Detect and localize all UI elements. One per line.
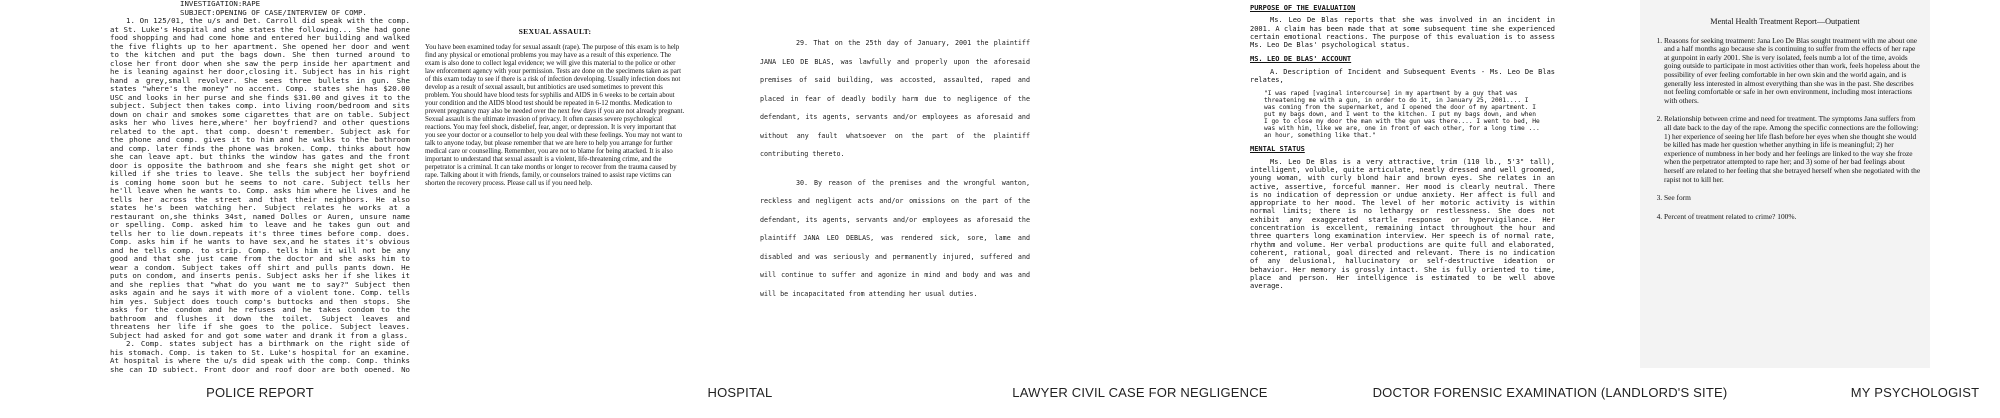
caption-forensic: DOCTOR FORENSIC EXAMINATION (LANDLORD'S SITE) xyxy=(1372,385,1728,400)
caption-lawyer: LAWYER CIVIL CASE FOR NEGLIGENCE xyxy=(1012,385,1268,400)
caption-police-report: POLICE REPORT xyxy=(206,385,314,400)
psych-list xyxy=(1648,37,1922,222)
psych-item-3: 3. See form xyxy=(1664,194,1922,203)
report-header-subject: SUBJECT:OPENING OF CASE/INTERVIEW OF COMP. xyxy=(180,7,367,17)
section-heading-account: MS. LEO DE BLAS' ACCOUNT xyxy=(1250,55,1352,64)
section-heading-mental-status: MENTAL STATUS xyxy=(1250,145,1305,154)
hospital-document xyxy=(425,0,685,372)
purpose-paragraph: Ms. Leo De Blas reports that she was involved in an incident in 2001. A claim has been made that at some subsequent time she experienced certain emotional reactions. The purpose of this evaluation is to assess Ms. Leo De Blas' psychological status. xyxy=(1250,16,1555,50)
lawyer-paragraph-29: 29. That on the 25th day of January, 2001 the plaintiff JANA LEO DE BLAS, was lawfully and properly upon the aforesaid premises of said building, was accosted, assaulted, raped and placed in fear of deadly bodily harm due to negligence of the defendant, its agents, servants and/or employees as aforesaid and without any fault whatsoever on the part of the plaintiff contributing thereto. xyxy=(760,39,1030,158)
report-item-1: 1. On 125/01, the u/s and Det. Carroll did speak with the comp. at St. Luke's Hospital and she states the following... She had gone food shopping and had come home and entered her building and walked the five flights up to her apartment. She opened her door and went to the kitchen and put the bags down. She then turned around to close her front door when she saw the perp inside her apartment and he is leaning against her door,closing it. Subject has in his right hand a grey,small revolver. She sees three bullets in gun. She states "where's the money" no accent. Comp. states she has $20.00 USC and looks in her purse and she finds $31.00 and gives it to the subject. Subject then takes comp. into living room/bedroom and sits down on chair and smokes some cigarettes that are on table. Subject asks her who lives here,where' her boyfriend? and other questions related to the apt. that comp. doesn't remember. Subject ask for the phone and comp. gives it to him and he walks to the bathroom and comp. later finds the phone was broken. Comp. thinks about how she can leave apt. but thinks the window has gates and the front door is opposite the bathroom and she fears she might get shot or killed if she tries to leave. She tells the subject her boyfriend is coming home soon but he seems to not care. Subject tells her he'll leave when he wants to. Comp. asks him where he lives and he tells her across the street and that their neighbors. He also states he's been watching her. Subject relates he works at a restaurant on,she thinks 34st, named Dolles or Auren, unsure name or spelling. Comp. asked him to leave and he takes gun out and tells her to lie down.repeats it's three times before comp. does. Comp. asks him if he wants to have sex,and he states it's obvious and he tells comp. to strip. Comp. tells him it will not be any good and that she just came from the doctor and she asks him to wear a condom. Subject takes off shirt and pulls pants down. He puts on condom, and inserts penis. Subject asks her if she likes it and she replies that "what do you want me to say?" Subject then asks again and he says it with more of a violent tone. Comp. tells him yes. Subject does touch comp's buttocks and then stops. She asks for the condom and he refuses and he takes condom to the bathroom and flushes it down the toilet. Subject leaves and threatens her life if she goes to the police. Subject leaves. Subject had asked for and got some water and drank it from a glass. xyxy=(110,16,410,340)
psychologist-document xyxy=(1640,0,1930,368)
lawyer-document xyxy=(760,0,1030,406)
psych-item-1: 1. Reasons for seeking treatment: Jana Leo De Blas sought treatment with me about one and a half months ago because she is continuing to suffer from the effects of her rape at gunpoint in early 2001. She is very isolated, feels numb a lot of the time, avoids going outside to participate in most activities other than work, feels hopeless about the possibility of ever feeling comfortable in her own skin and the world again, and is generally less interested in almost everything than she was in the past. She describes not feeling comfortable or safe in her own environment, including most interactions with others. xyxy=(1664,37,1922,106)
section-heading-purpose: PURPOSE OF THE EVALUATION xyxy=(1250,4,1356,12)
psych-item-2: 2. Relationship between crime and need for treatment. The symptoms Jana suffers from all date back to the day of the rape. Among the specific connections are the following: 1) her experience of seeing her life flash before her eyes when she thought she would be killed has made her question whether anything in life is meaningful; 2) her experience of numbness in her body and her feelings are linked to the way she froze when the perpetrator attempted to rape her; and 3) some of her bad feelings about herself are related to her feeling that she betrayed herself when she negotiated with the rapist not to kill her. xyxy=(1664,115,1922,184)
account-quote: "I was raped [vaginal intercourse] in my apartment by a guy that was threatening me with a gun, in order to do it, in January 25, 2001.... I was coming from the supermarket, and I opened the door of my apartment. I put my bags down, and I went to the kitchen. I put my bags down, and when I go to close my door the man with the gun was there.... I went to bed, He was with him, like we are, one in front of each other, for a long time ... an hour, something like that." xyxy=(1264,90,1540,140)
caption-hospital: HOSPITAL xyxy=(707,385,773,400)
account-subheading: A. Description of Incident and Subsequent Events - Ms. Leo De Blas relates, xyxy=(1250,67,1555,85)
caption-psychologist: MY PSYCHOLOGIST xyxy=(1850,385,1980,400)
police-report-document xyxy=(110,0,410,372)
mental-status-paragraph: Ms. Leo De Blas is a very attractive, trim (110 lb., 5'3" tall), intelligent, voluble, quite articulate, neatly dressed and well groomed, young woman, with curly blond hair and brown eyes. She relates in an active, assertive, forceful manner. Her mood is clearly neutral. There is no indication of depression or undue anxiety. Her affect is full and appropriate to her mood. The level of her motoric activity is within normal limits; there is no lethargy or restlessness. She does not exhibit any exaggerated startle response or hypervigilance. Her concentration is excellent, remaining intact throughout the hour and three quarters long examination interview. Her speech is of normal rate, rhythm and volume. Her verbal productions are quite full and elaborated, coherent, rational, goal directed and relevant. There is no indication of any delusional, hallucinatory or self-destructive ideation or behavior. Her memory is grossly intact. She is fully oriented to time, place and person. Her intelligence is estimated to be well above average. xyxy=(1250,157,1555,291)
psych-title: Mental Health Treatment Report—Outpatient xyxy=(1710,17,1860,26)
lawyer-paragraph-30: 30. By reason of the premises and the wrongful wanton, reckless and negligent acts and/or omissions on the part of the defendant, its agents, servants and/or employees as aforesaid the plaintiff JANA LEO DEBLAS, was rendered sick, sore, lame and disabled and was seriously and permanently injured, suffered and will continue to suffer and agonize in mind and body and was and will be incapacitated from attending her usual duties. xyxy=(760,178,1030,298)
psych-item-4: 4. Percent of treatment related to crime? 100%. xyxy=(1664,213,1922,222)
forensic-document xyxy=(1250,0,1555,372)
hospital-body: You have been examined today for sexual assault (rape). The purpose of this exam is to help find any physical or emotional problems you may have as a result of this experience. The exam is also done to collect legal evidence; we will give this material to the police or other law enforcement agency with your permission. Tests are done on the specimens taken as part of this exam today to see if there is a risk of infection developing. Usually infection does not develop as a result of sexual assault, but antibiotics are used sometimes to prevent this problem. You should have blood tests for syphilis and AIDS in 6 weeks to be certain about your condition and the AIDS blood test should be repeated in 6-12 months. Medication to prevent pregnancy may also be needed over the next few days if you are not already pregnant. Sexual assault is the ultimate invasion of privacy. It often causes severe psychological reactions. You may feel shock, disbelief, fear, anger, or depression. It is very important that you see your doctor or a counsellor to help you deal with these feelings. You may not want to talk to anyone today, but please remember that we are here to help you arrange for further medical care or counselling. Remember, you are not to blame for being attacked. It is also important to understand that sexual assault is a violent, life-threatening crime, and the perpetrator is a criminal. It can take months or longer to recover from the trauma caused by rape. Talking about it with friends, family, or counselors trained to assist rape victims can shorten the recovery process. Please call us if you need help. xyxy=(425,44,685,187)
hospital-title: SEXUAL ASSAULT: xyxy=(518,27,592,36)
report-item-2: 2. Comp. states subject has a birthmark on the right side of his stomach. Comp. is taken to St. Luke's hospital for an examine. At hospital is where the u/s did speak with the comp. Comp. thinks she can ID subject. Front door and roof door are both opened. No xyxy=(110,339,410,372)
report-header-investigation: INVESTIGATION:RAPE xyxy=(180,0,261,8)
